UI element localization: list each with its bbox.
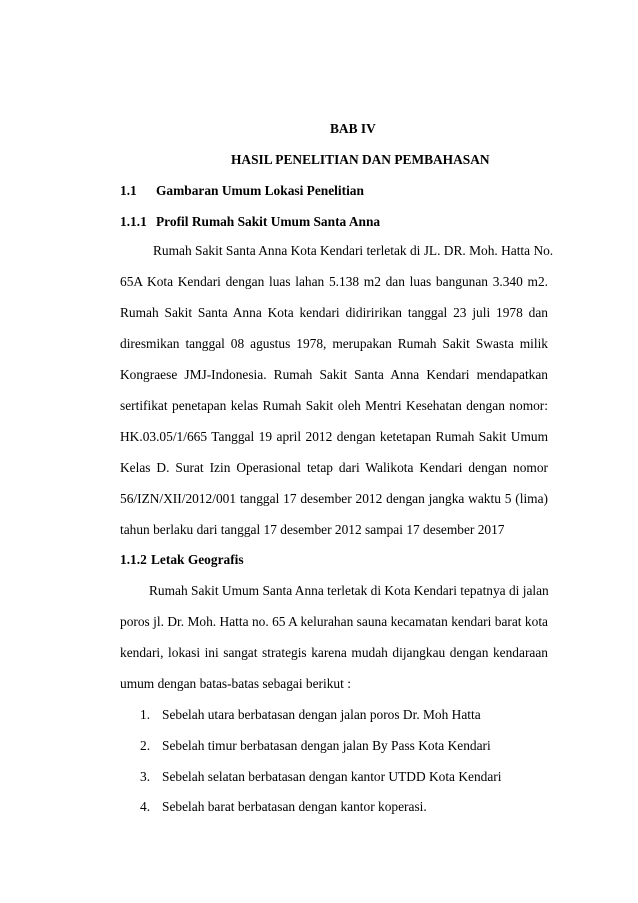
paragraph-line: poros jl. Dr. Moh. Hatta no. 65 A kelurahan sauna kecamatan kendari barat kota — [120, 614, 548, 629]
list-item-number: 3. — [140, 769, 151, 784]
chapter-title: HASIL PENELITIAN DAN PEMBAHASAN — [231, 152, 490, 167]
section-1-1-2-number: 1.1.2 — [120, 552, 147, 567]
chapter-label: BAB IV — [330, 121, 376, 136]
paragraph-line: Rumah Sakit Santa Anna Kota kendari didiririkan tanggal 23 juli 1978 dan — [120, 305, 548, 320]
paragraph-line-last: tahun berlaku dari tanggal 17 desember 2012 sampai 17 desember 2017 — [120, 522, 505, 537]
section-1-1-title: Gambaran Umum Lokasi Penelitian — [156, 183, 364, 198]
paragraph-line: Rumah Sakit Santa Anna Kota Kendari terletak di JL. DR. Moh. Hatta No. — [153, 243, 554, 258]
paragraph-line: HK.03.05/1/665 Tanggal 19 april 2012 dengan ketetapan Rumah Sakit Umum — [120, 429, 548, 444]
paragraph-line: 56/IZN/XII/2012/001 tanggal 17 desember 2012 dengan jangka waktu 5 (lima) — [120, 491, 548, 506]
paragraph-line: diresmikan tanggal 08 agustus 1978, merupakan Rumah Sakit Swasta milik — [120, 336, 548, 351]
list-item-text: Sebelah utara berbatasan dengan jalan poros Dr. Moh Hatta — [162, 707, 481, 722]
paragraph-line: Kongraese JMJ-Indonesia. Rumah Sakit Santa Anna Kendari mendapatkan — [120, 367, 548, 382]
list-item-text: Sebelah barat berbatasan dengan kantor koperasi. — [162, 799, 427, 814]
list-item-number: 2. — [140, 738, 151, 753]
section-1-1-2-title: Letak Geografis — [151, 552, 244, 567]
paragraph-line: kendari, lokasi ini sangat strategis karena mudah dijangkau dengan kendaraan — [120, 645, 548, 660]
paragraph-line: 65A Kota Kendari dengan luas lahan 5.138 m2 dan luas bangunan 3.340 m2. — [120, 274, 548, 289]
paragraph-line-last: umum dengan batas-batas sebagai berikut : — [120, 676, 351, 691]
paragraph-line: Kelas D. Surat Izin Operasional tetap dari Walikota Kendari dengan nomor — [120, 460, 548, 475]
paragraph-line: sertifikat penetapan kelas Rumah Sakit oleh Mentri Kesehatan dengan nomor: — [120, 398, 548, 413]
list-item-text: Sebelah timur berbatasan dengan jalan By Pass Kota Kendari — [162, 738, 491, 753]
list-item-number: 4. — [140, 799, 151, 814]
paragraph-line: Rumah Sakit Umum Santa Anna terletak di Kota Kendari tepatnya di jalan — [149, 583, 549, 598]
section-1-1-1-title: Profil Rumah Sakit Umum Santa Anna — [156, 214, 381, 229]
list-item-number: 1. — [140, 707, 151, 722]
section-1-1-number: 1.1 — [120, 183, 137, 198]
section-1-1-1-number: 1.1.1 — [120, 214, 147, 229]
list-item-text: Sebelah selatan berbatasan dengan kantor UTDD Kota Kendari — [162, 769, 502, 784]
